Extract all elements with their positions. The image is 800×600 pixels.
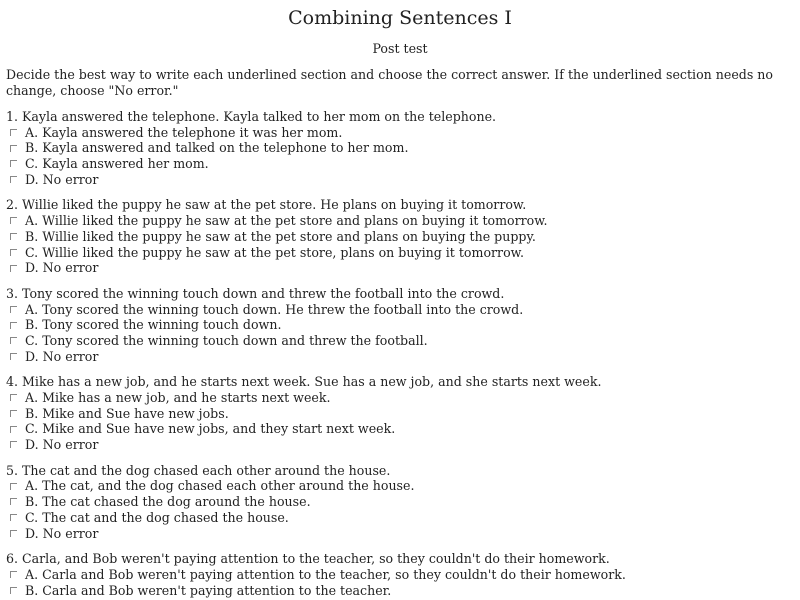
option-label: D. No error	[25, 437, 99, 453]
question	[6, 374, 800, 452]
question-text: 1. Kayla answered the telephone. Kayla talked to her mom on the telephone.	[6, 109, 497, 124]
option-label: A. Willie liked the puppy he saw at the pet store and plans on buying it tomorrow.	[25, 213, 548, 229]
question-text: 3. Tony scored the winning touch down and threw the football into the crowd.	[6, 285, 505, 301]
answer-option[interactable]	[6, 437, 800, 453]
question	[6, 109, 800, 187]
option-label: C. Tony scored the winning touch down and threw the football.	[25, 332, 428, 348]
answer-option[interactable]	[6, 245, 800, 261]
option-label: A. Mike has a new job, and he starts next week.	[25, 390, 331, 405]
answer-option[interactable]	[6, 421, 800, 437]
radio-button[interactable]	[10, 129, 17, 136]
radio-button[interactable]	[10, 233, 17, 240]
instructions: Decide the best way to write each underlined section and choose the correct answer. If the underlined section needs no change, choose "No error."	[6, 67, 774, 98]
answer-option[interactable]	[6, 333, 800, 349]
radio-button[interactable]	[10, 571, 17, 578]
radio-button[interactable]	[10, 176, 17, 183]
option-label: A. Tony scored the winning touch down. He threw the football into the crowd.	[25, 301, 524, 317]
question	[6, 463, 800, 541]
option-label: B. Mike and Sue have new jobs.	[25, 405, 229, 421]
radio-button[interactable]	[10, 306, 17, 313]
answer-option[interactable]	[6, 494, 800, 510]
answer-option[interactable]	[6, 583, 800, 599]
answer-option[interactable]	[6, 156, 800, 172]
option-label: D. No error	[25, 171, 99, 187]
radio-button[interactable]	[10, 337, 17, 344]
option-label: C. The cat and the dog chased the house.	[25, 509, 289, 525]
answer-option[interactable]	[6, 172, 800, 188]
question	[6, 286, 800, 364]
radio-button[interactable]	[10, 498, 17, 505]
option-label: C. Kayla answered her mom.	[25, 156, 209, 172]
answer-option[interactable]	[6, 526, 800, 542]
radio-button[interactable]	[10, 410, 17, 417]
option-label: D. No error	[25, 348, 99, 364]
option-label: A. Carla and Bob weren't paying attention to the teacher, so they couldn't do their homework.	[25, 566, 626, 582]
answer-option[interactable]	[6, 390, 800, 406]
option-label: B. Tony scored the winning touch down.	[25, 317, 282, 333]
answer-option[interactable]	[6, 260, 800, 276]
radio-button[interactable]	[10, 322, 17, 329]
radio-button[interactable]	[10, 265, 17, 272]
question	[6, 551, 800, 598]
question	[6, 197, 800, 275]
page-title: Combining Sentences I	[288, 7, 512, 29]
answer-option[interactable]	[6, 478, 800, 494]
answer-option[interactable]	[6, 229, 800, 245]
answer-option[interactable]	[6, 302, 800, 318]
radio-button[interactable]	[10, 394, 17, 401]
question-text: 2. Willie liked the puppy he saw at the pet store. He plans on buying it tomorrow.	[6, 197, 527, 213]
radio-button[interactable]	[10, 249, 17, 256]
radio-button[interactable]	[10, 160, 17, 167]
radio-button[interactable]	[10, 483, 17, 490]
question-text: 4. Mike has a new job, and he starts next week. Sue has a new job, and she starts next week.	[6, 374, 602, 390]
answer-option[interactable]	[6, 317, 800, 333]
radio-button[interactable]	[10, 217, 17, 224]
radio-button[interactable]	[10, 530, 17, 537]
option-label: C. Willie liked the puppy he saw at the pet store, plans on buying it tomorrow.	[25, 244, 524, 260]
radio-button[interactable]	[10, 353, 17, 360]
radio-button[interactable]	[10, 145, 17, 152]
option-label: B. Willie liked the puppy he saw at the pet store and plans on buying the puppy.	[25, 228, 536, 244]
radio-button[interactable]	[10, 441, 17, 448]
option-label: B. The cat chased the dog around the house.	[25, 494, 311, 510]
radio-button[interactable]	[10, 514, 17, 521]
question-text: 5. The cat and the dog chased each other around the house.	[6, 462, 391, 478]
option-label: C. Mike and Sue have new jobs, and they start next week.	[25, 421, 396, 437]
radio-button[interactable]	[10, 587, 17, 594]
answer-option[interactable]	[6, 406, 800, 422]
question-text: 6. Carla, and Bob weren't paying attention to the teacher, so they couldn't do their homework.	[6, 551, 610, 567]
radio-button[interactable]	[10, 426, 17, 433]
option-label: D. No error	[25, 260, 99, 276]
answer-option[interactable]	[6, 213, 800, 229]
option-label: A. Kayla answered the telephone it was her mom.	[25, 124, 343, 140]
option-label: A. The cat, and the dog chased each other around the house.	[25, 478, 415, 494]
answer-option[interactable]	[6, 140, 800, 156]
answer-option[interactable]	[6, 510, 800, 526]
answer-option[interactable]	[6, 349, 800, 365]
page-subtitle: Post test	[372, 41, 428, 56]
answer-option[interactable]	[6, 125, 800, 141]
option-label: B. Kayla answered and talked on the telephone to her mom.	[25, 140, 409, 156]
question-list	[0, 109, 800, 598]
option-label: D. No error	[25, 525, 99, 541]
answer-option[interactable]	[6, 567, 800, 583]
option-label: B. Carla and Bob weren't paying attention to the teacher.	[25, 582, 392, 598]
